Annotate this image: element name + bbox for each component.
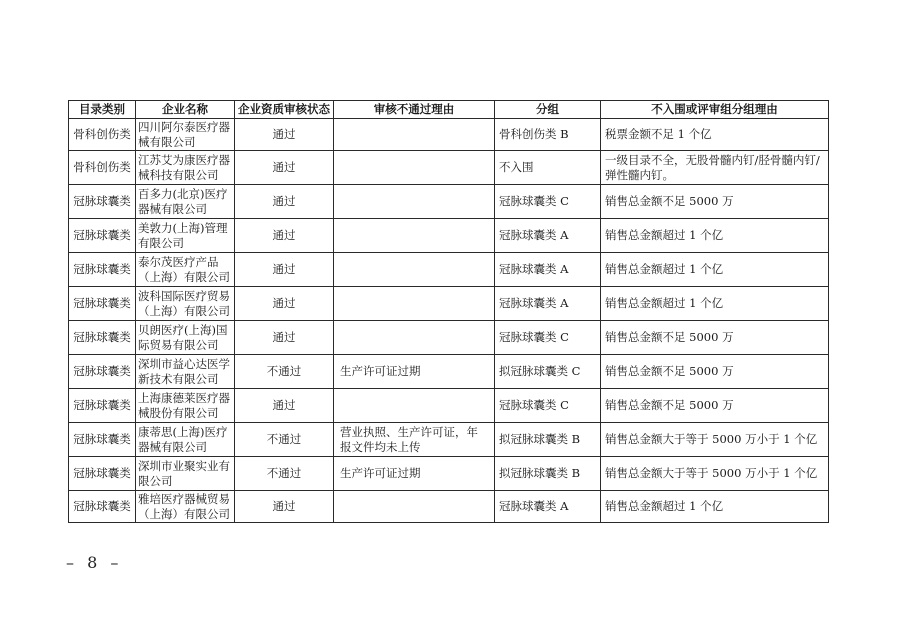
qualification-status-cell: 通过 <box>235 491 334 523</box>
rejection-reason-cell: 营业执照、生产许可证，年报文件均未上传 <box>334 423 495 457</box>
category-cell: 冠脉球囊类 <box>69 287 136 321</box>
company-cell: 波科国际医疗贸易（上海）有限公司 <box>136 287 235 321</box>
qualification-status-cell: 通过 <box>235 219 334 253</box>
group-cell: 冠脉球囊类 A <box>495 491 601 523</box>
company-cell: 百多力(北京)医疗器械有限公司 <box>136 185 235 219</box>
header-qualification-status: 企业资质审核状态 <box>235 101 334 119</box>
header-category: 目录类别 <box>69 101 136 119</box>
category-cell: 冠脉球囊类 <box>69 321 136 355</box>
group-reason-cell: 销售总金额不足 5000 万 <box>601 321 829 355</box>
group-reason-cell: 销售总金额超过 1 个亿 <box>601 253 829 287</box>
table-row <box>69 151 829 185</box>
rejection-reason-cell <box>334 287 495 321</box>
table-row <box>69 219 829 253</box>
group-cell: 不入围 <box>495 151 601 185</box>
company-cell: 江苏艾为康医疗器械科技有限公司 <box>136 151 235 185</box>
group-cell: 拟冠脉球囊类 B <box>495 457 601 491</box>
qualification-status-cell: 通过 <box>235 119 334 151</box>
group-cell: 冠脉球囊类 C <box>495 321 601 355</box>
qualification-status-cell: 通过 <box>235 253 334 287</box>
table-row <box>69 457 829 491</box>
table-header-row <box>69 101 829 119</box>
rejection-reason-cell <box>334 151 495 185</box>
category-cell: 冠脉球囊类 <box>69 423 136 457</box>
group-reason-cell: 销售总金额不足 5000 万 <box>601 355 829 389</box>
qualification-status-cell: 通过 <box>235 185 334 219</box>
company-cell: 深圳市益心达医学新技术有限公司 <box>136 355 235 389</box>
rejection-reason-cell <box>334 119 495 151</box>
category-cell: 冠脉球囊类 <box>69 355 136 389</box>
category-cell: 冠脉球囊类 <box>69 185 136 219</box>
rejection-reason-cell <box>334 389 495 423</box>
company-cell: 上海康德莱医疗器械股份有限公司 <box>136 389 235 423</box>
table-row <box>69 355 829 389</box>
company-cell: 贝朗医疗(上海)国际贸易有限公司 <box>136 321 235 355</box>
group-cell: 拟冠脉球囊类 B <box>495 423 601 457</box>
group-reason-cell: 销售总金额大于等于 5000 万小于 1 个亿 <box>601 457 829 491</box>
rejection-reason-cell <box>334 219 495 253</box>
table-row <box>69 185 829 219</box>
group-cell: 冠脉球囊类 A <box>495 219 601 253</box>
table-row <box>69 119 829 151</box>
qualification-status-cell: 不通过 <box>235 355 334 389</box>
group-reason-cell: 销售总金额超过 1 个亿 <box>601 287 829 321</box>
rejection-reason-cell <box>334 321 495 355</box>
group-cell: 拟冠脉球囊类 C <box>495 355 601 389</box>
group-cell: 冠脉球囊类 C <box>495 389 601 423</box>
rejection-reason-cell <box>334 491 495 523</box>
group-cell: 冠脉球囊类 A <box>495 287 601 321</box>
header-group: 分组 <box>495 101 601 119</box>
qualification-status-cell: 通过 <box>235 389 334 423</box>
group-cell: 冠脉球囊类 A <box>495 253 601 287</box>
category-cell: 冠脉球囊类 <box>69 491 136 523</box>
rejection-reason-cell: 生产许可证过期 <box>334 457 495 491</box>
header-rejection-reason: 审核不通过理由 <box>334 101 495 119</box>
group-reason-cell: 销售总金额超过 1 个亿 <box>601 491 829 523</box>
header-group-reason: 不入围或评审组分组理由 <box>601 101 829 119</box>
table-row <box>69 491 829 523</box>
review-results-table <box>68 100 829 523</box>
qualification-status-cell: 通过 <box>235 151 334 185</box>
category-cell: 骨科创伤类 <box>69 151 136 185</box>
group-reason-cell: 一级目录不全，无股骨髓内钉/胫骨髓内钉/弹性髓内钉。 <box>601 151 829 185</box>
category-cell: 冠脉球囊类 <box>69 219 136 253</box>
page-number: – 8 – <box>66 553 123 572</box>
qualification-status-cell: 通过 <box>235 321 334 355</box>
category-cell: 冠脉球囊类 <box>69 389 136 423</box>
company-cell: 美敦力(上海)管理有限公司 <box>136 219 235 253</box>
qualification-status-cell: 不通过 <box>235 423 334 457</box>
qualification-status-cell: 通过 <box>235 287 334 321</box>
company-cell: 康蒂思(上海)医疗器械有限公司 <box>136 423 235 457</box>
group-cell: 骨科创伤类 B <box>495 119 601 151</box>
group-reason-cell: 销售总金额不足 5000 万 <box>601 389 829 423</box>
table-row <box>69 287 829 321</box>
rejection-reason-cell <box>334 185 495 219</box>
rejection-reason-cell: 生产许可证过期 <box>334 355 495 389</box>
header-company: 企业名称 <box>136 101 235 119</box>
group-cell: 冠脉球囊类 C <box>495 185 601 219</box>
category-cell: 骨科创伤类 <box>69 119 136 151</box>
group-reason-cell: 销售总金额不足 5000 万 <box>601 185 829 219</box>
company-cell: 四川阿尔泰医疗器械有限公司 <box>136 119 235 151</box>
group-reason-cell: 销售总金额超过 1 个亿 <box>601 219 829 253</box>
company-cell: 雅培医疗器械贸易（上海）有限公司 <box>136 491 235 523</box>
table-row <box>69 321 829 355</box>
qualification-status-cell: 不通过 <box>235 457 334 491</box>
group-reason-cell: 销售总金额大于等于 5000 万小于 1 个亿 <box>601 423 829 457</box>
group-reason-cell: 税票金额不足 1 个亿 <box>601 119 829 151</box>
category-cell: 冠脉球囊类 <box>69 457 136 491</box>
category-cell: 冠脉球囊类 <box>69 253 136 287</box>
table-row <box>69 389 829 423</box>
table-row <box>69 253 829 287</box>
company-cell: 泰尔茂医疗产品（上海）有限公司 <box>136 253 235 287</box>
table-row <box>69 423 829 457</box>
rejection-reason-cell <box>334 253 495 287</box>
company-cell: 深圳市业聚实业有限公司 <box>136 457 235 491</box>
